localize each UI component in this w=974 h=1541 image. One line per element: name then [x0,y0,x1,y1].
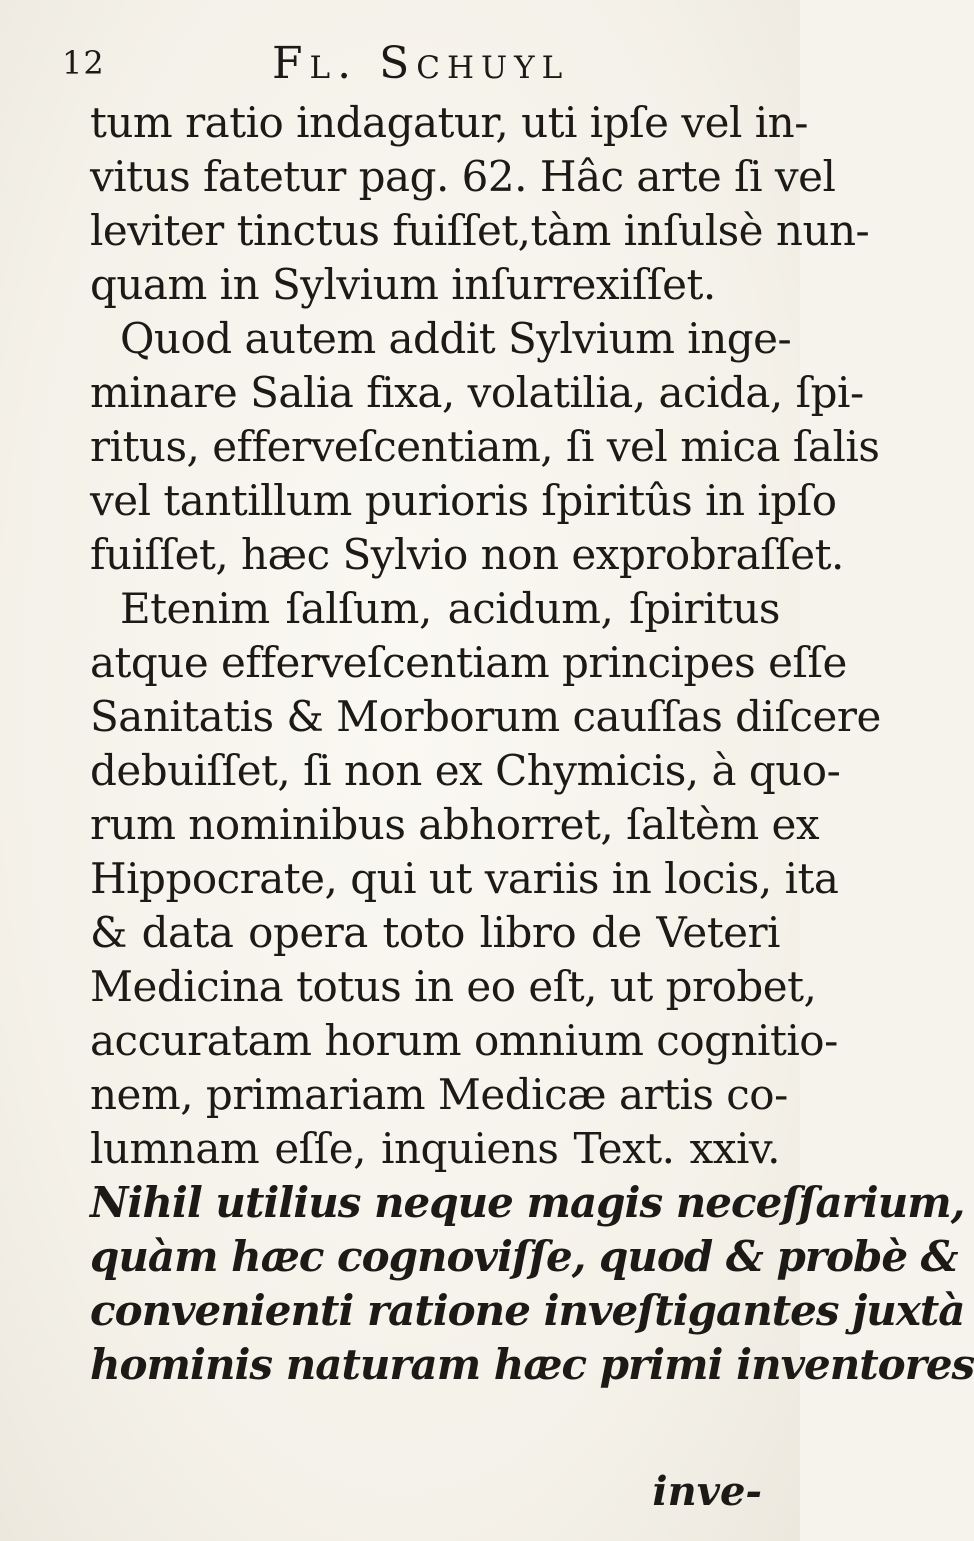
text-line: nem, primariam Medicæ artis co- [90,1070,788,1119]
text-line: ritus, efferveſcentiam, ſi vel mica ſalis [90,422,880,471]
text-line: tum ratio indagatur, uti ipſe vel in- [90,98,808,147]
italic-quote-line: Nihil utilius neque magis neceſſarium, [90,1178,965,1227]
text-line: rum nominibus abhorret, ſaltèm ex [90,800,820,849]
text-line: debuiſſet, ſi non ex Chymicis, à quo- [90,746,841,795]
italic-quote-line: convenienti ratione inveſtigantes juxtà [90,1286,965,1335]
text-line: & data opera toto libro de Veteri [90,908,780,957]
italic-quote-line: hominis naturam hæc primi inventores [90,1340,974,1389]
catchword: inve- [652,1468,762,1515]
text-line: atque efferveſcentiam principes eſſe [90,638,847,687]
body-text [90,96,974,1392]
text-line: Etenim ſalſum, acidum, ſpiritus [120,584,780,633]
text-line: quam in Sylvium inſurrexiſſet. [90,260,716,309]
text-line: Sanitatis & Morborum cauſſas diſcere [90,692,881,741]
text-line: Medicina totus in eo eſt, ut probet, [90,962,817,1011]
page-number: 12 [62,44,105,82]
text-line: fuiſſet, hæc Sylvio non exprobraſſet. [90,530,844,579]
running-head [62,38,760,89]
text-line: lumnam eſſe, inquiens Text. xxiv. [90,1124,780,1173]
text-line: accuratam horum omnium cognitio- [90,1016,838,1065]
text-line: Quod autem addit Sylvium inge- [120,314,792,363]
text-line: minare Salia fixa, volatilia, acida, ſpi- [90,368,864,417]
italic-quote-line: quàm hæc cognoviſſe, quod & probè & [90,1232,958,1281]
running-title: Fl. Schuyl [272,38,570,89]
text-line: vitus fatetur pag. 62. Hâc arte ſi vel [90,152,836,201]
text-line: Hippocrate, qui ut variis in locis, ita [90,854,839,903]
text-line: vel tantillum purioris ſpiritûs in ipſo [90,476,837,525]
text-line: leviter tinctus fuiſſet,tàm inſulsè nun- [90,206,870,255]
